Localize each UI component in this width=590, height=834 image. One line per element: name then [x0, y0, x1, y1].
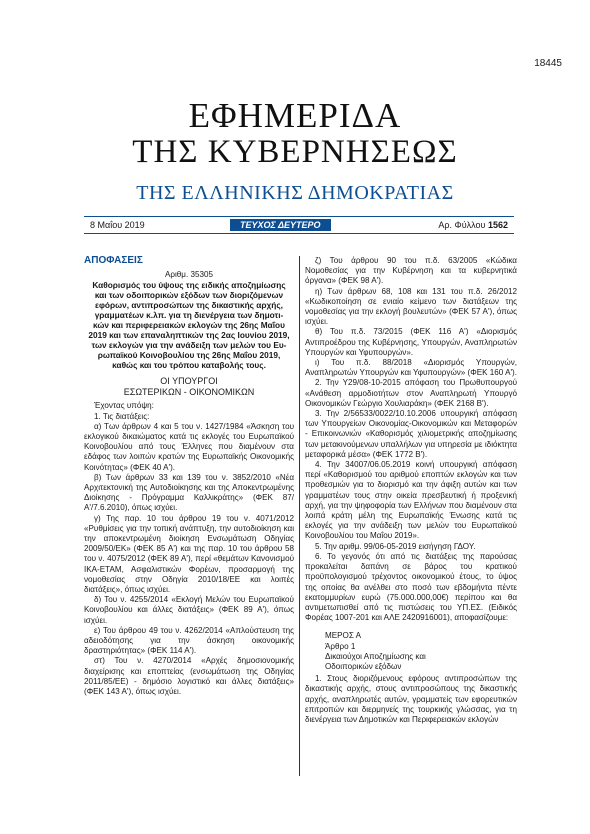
paragraph: β) Των άρθρων 33 και 139 του ν. 3852/2010 «Νέα Αρχιτεκτονική της Αυτοδιοίκησης και της Αποκεντρωμένης Διοίκησης - Πρόγραμμα Καλλικράτης» (ΦΕΚ 87/Α'/7.6.2010), όπως ισχύει.	[84, 472, 294, 513]
paragraph: ζ) Του άρθρου 90 του π.δ. 63/2005 «Κώδικα Νομοθεσίας για την Κυβέρνηση και τα κυβερνητικά όργανα» (ΦΕΚ 98 Α').	[305, 256, 517, 286]
paragraph: 5. Την αριθμ. 99/06-05-2019 εισήγηση ΓΔΟΥ.	[315, 541, 476, 551]
column-separator	[299, 256, 300, 776]
paragraph: η) Των άρθρων 68, 108 και 131 του π.δ. 26/2012 «Κωδικοποίηση σε ενιαίο κείμενο των διατάξεων της νομοθεσίας για την εκλογή βουλευτών» (ΦΕΚ 57 Α'), όπως ισχύει.	[305, 286, 517, 327]
paragraph: ε) Του άρθρου 49 του ν. 4262/2014 «Απλούστευση της αδειοδότησης για την άσκηση οικονομικής δραστηριότητας» (ΦΕΚ 114 Α').	[84, 625, 294, 656]
paragraph: 6. Το γεγονός ότι από τις διατάξεις της παρούσας προκαλείται δαπάνη σε βάρος του κρατικού προϋπολογισμού τρέχοντος οικονομικού έτους, το ύψος της οποίας θα ανέλθει στο ποσό των εβδομήντα πέντε εκατομμυρίων ευρώ (75.000.000,00€) περίπου και θα αντιμετωπισθεί από τις πιστώσεις του ΥΠ.ΕΣ. (Ειδικός Φορέας 1007-201 και ΑΛΕ 2420916001), αποφασίζουμε:	[305, 551, 517, 623]
paragraph: α) Των άρθρων 4 και 5 του ν. 1427/1984 «Άσκηση του εκλογικού δικαιώματος κατά τις εκλογές του Ευρωπαϊκού Κοινοβουλίου από τους Έλληνες που διαμένουν στα εδάφος των λοιπών κρατών της Ευρωπαϊκής Οικονομικής Κοινότητας» (ΦΕΚ 40 Α').	[84, 421, 294, 472]
paragraph: 3. Την 2/56533/0022/10.10.2006 υπουργική απόφαση των Υπουργείων Οικονομίας-Οικονομικών και Μεταφορών - Επικοινωνιών «Καθορισμός χιλιομετρικής αποζημίωσης των μετακινούμενων υπαλλήλων για υπηρεσία με ιδιόκτητα μεταφορικά μέσα» (ΦΕΚ 1772 Β').	[305, 409, 517, 459]
issue-sheet	[438, 220, 508, 230]
ministries-heading: ΕΣΩΤΕΡΙΚΩΝ - ΟΙΚΟΝΟΜΙΚΩΝ	[123, 387, 255, 398]
paragraph: Έχοντας υπόψη:	[94, 401, 154, 411]
decision-number: Αριθμ. 35305	[165, 270, 213, 280]
title-line: ρωπαϊκού Κοινοβουλίου της 26ης Μαΐου 2019,	[97, 350, 281, 361]
masthead-line1: ΕΦΗΜΕΡΙΔΑ	[188, 96, 402, 135]
left-column	[84, 256, 294, 697]
title-line: 2019 και των επαναληπτικών της 2ας Ιουνίου 2019,	[88, 330, 290, 341]
paragraph: 2. Την Υ29/08-10-2015 απόφαση του Πρωθυπουργού «Ανάθεση αρμοδιοτήτων στον Αναπληρωτή Υπουργό Οικονομικών Γεώργιο Χουλιαράκη» (ΦΕΚ 2168 Β').	[305, 378, 517, 408]
title-line: κών και περιφερειακών εκλογών της 26ης Μαΐου	[93, 320, 285, 331]
title-line: Καθορισμός του ύψους της ειδικής αποζημίωσης	[92, 280, 286, 291]
ministers-heading: ΟΙ ΥΠΟΥΡΓΟΙ	[160, 376, 218, 387]
issue-rule-bottom	[84, 233, 514, 234]
page-number: 18445	[534, 58, 562, 69]
paragraph: 1. Στους διοριζόμενους εφόρους αντιπροσώπων της δικαστικής αρχής, στους αντιπροσώπους της δικαστικής αρχής, αναπληρωτές αυτών, γραμματείς των εφορευτικών επιτροπών και διερμηνείς της τουρκικής γλώσσας, για τη διενέργεια των Δημοτικών και Περιφερειακών εκλογών	[305, 674, 517, 724]
issue-bar	[84, 220, 514, 232]
article-title-line2: Οδοιπορικών εξόδων	[325, 661, 402, 671]
title-line: γραμματέων κ.λπ. για τη διενέργεια των δημοτι-	[94, 310, 284, 321]
part-heading: ΜΕΡΟΣ Α	[325, 631, 362, 641]
title-line: εφόρων, αντιπροσώπων της δικαστικής αρχής,	[95, 300, 283, 311]
title-line: καθώς και του τρόπου καταβολής τους.	[112, 360, 266, 371]
sheet-label: Αρ. Φύλλου	[438, 220, 486, 230]
title-line: και των οδοιπορικών εξόδων των διοριζόμενων	[94, 290, 284, 301]
sheet-number: 1562	[487, 220, 508, 230]
paragraph: θ) Του π.δ. 73/2015 (ΦΕΚ 116 Α') «Διορισμός Αντιπροέδρου της Κυβέρνησης, Υπουργών, Αναπληρωτών Υπουργών και Υφυπουργών».	[305, 327, 517, 357]
title-line: των εκλογών για την ανάδειξη των μελών του Ευ-	[91, 340, 287, 351]
article-heading: Άρθρο 1	[325, 641, 356, 651]
issue-rule-top	[84, 216, 514, 217]
masthead-line2: ΤΗΣ ΚΥΒΕΡΝΗΣΕΩΣ	[132, 134, 458, 170]
paragraph: δ) Του ν. 4255/2014 «Εκλογή Μελών του Ευρωπαϊκού Κοινοβουλίου και άλλες διατάξεις» (ΦΕΚ 89 Α'), όπως ισχύει.	[84, 595, 294, 625]
masthead-line3: ΤΗΣ ΕΛΛΗΝΙΚΗΣ ΔΗΜΟΚΡΑΤΙΑΣ	[136, 182, 454, 204]
paragraph: ι) Του π.δ. 88/2018 «Διορισμός Υπουργών, Αναπληρωτών Υπουργών και Υφυπουργών» (ΦΕΚ 160 Α').	[305, 358, 517, 378]
part-heading-block	[305, 631, 517, 672]
decision-title	[84, 280, 294, 370]
right-column	[305, 256, 517, 725]
paragraph: 1. Τις διατάξεις:	[94, 411, 150, 421]
issue-date: 8 Μαΐου 2019	[90, 220, 145, 230]
section-heading: ΑΠΟΦΑΣΕΙΣ	[84, 255, 143, 266]
paragraph: γ) Της παρ. 10 του άρθρου 19 του ν. 4071/2012 «Ρυθμίσεις για την τοπική ανάπτυξη, την αυτοδιοίκηση και την αποκεντρωμένη διοίκηση Ενσωμάτωση Οδηγίας 2009/50/ΕΚ» (ΦΕΚ 85 Α') και της παρ. 10 του άρθρου 58 του ν. 4075/2012 (ΦΕΚ 89 Α'), περί «θεμάτων Κανονισμού ΙΚΑ-ΕΤΑΜ, Ασφαλιστικών Φορέων, προσαρμογή της νομοθεσίας στην Οδηγία 2010/18/ΕΕ και λοιπές διατάξεις», όπως ισχύει.	[84, 513, 294, 595]
issue-series: ΤΕΥΧΟΣ ΔΕΥΤΕΡΟ	[230, 219, 331, 231]
paragraph: 4. Την 34007/06.05.2019 κοινή υπουργική απόφαση περί «Καθορισμού του αριθμού εποπτών εκλογών και των προθεσμιών για το διορισμό και την άφιξη αυτών και των γραμματέων τους στην οικεία πρεσβευτική ή προξενική αρχή, για την ψηφοφορία των Ελλήνων που διαμένουν στα λοιπά κράτη μέλη της Ευρωπαϊκής Ένωσης κατά τις εκλογές για την ανάδειξη των μελών του Ευρωπαϊκού Κοινοβουλίου του Μαΐου 2019».	[305, 460, 517, 541]
paragraph: στ) Του ν. 4270/2014 «Αρχές δημοσιονομικής διαχείρισης και εποπτείας (ενσωμάτωση της Οδηγίας 2011/85/ΕΕ) - δημόσιο λογιστικό και άλλες διατάξεις» (ΦΕΚ 143 Α'), όπως ισχύει.	[84, 656, 294, 697]
article-title-line1: Δικαιούχοι Αποζημίωσης και	[325, 651, 426, 661]
